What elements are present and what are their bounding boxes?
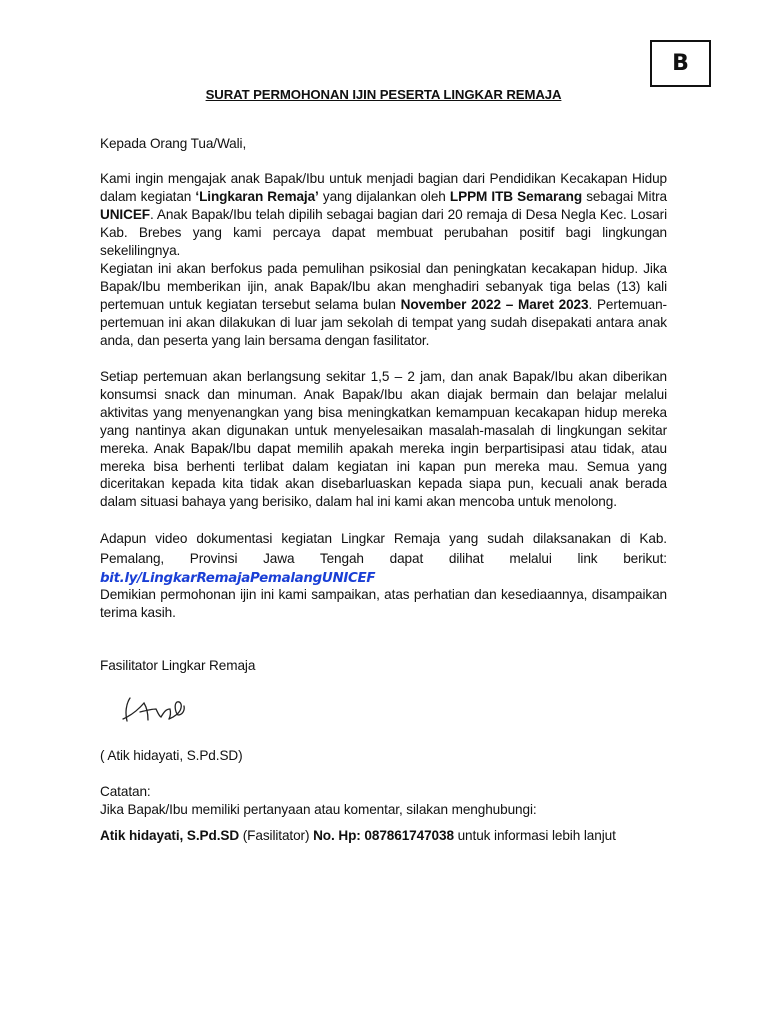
closing-role: Fasilitator Lingkar Remaja [100, 658, 256, 673]
form-code-box: B [650, 40, 711, 87]
letter-title: SURAT PERMOHONAN IJIN PESERTA LINGKAR REMAJA [205, 87, 562, 102]
paragraph-video-documentation [100, 529, 667, 589]
paragraph-invitation [100, 170, 667, 260]
p1-text-3: sebagai Mitra [582, 188, 668, 204]
contact-name: Atik hidayati, S.Pd.SD [100, 828, 240, 843]
contact-phone: No. Hp: 087861747038 [313, 828, 454, 843]
partner-name: UNICEF [100, 206, 150, 222]
note-heading: Catatan: [100, 784, 151, 799]
paragraph-meeting-details: Setiap pertemuan akan berlangsung sekitar 1,5 – 2 jam, dan anak Bapak/Ibu akan diberikan konsumsi snack dan minuman. Anak Bapak/Ibu akan diajak bermain dan belajar melalui aktivitas yang menyenangkan yang bisa meningkatkan kemampuan kecakapan hidup mereka yang nantinya akan digunakan untuk menyelesaikan masalah-masalah di lingkungan sekitar mereka. Anak Bapak/Ibu dapat memilih apakah mereka ingin berpartisipasi atau tidak, atau mereka bisa berhenti terlibat dalam kegiatan ini kapan pun mereka mau. Semua yang diceritakan kepada kita tidak akan disebarluaskan kepada siapa pun, kecuali anak berada dalam situasi bahaya yang berisiko, dalam hal ini kami akan mencoba untuk menolong. [100, 369, 667, 510]
paragraph-schedule [100, 260, 667, 350]
signature-image [118, 688, 196, 730]
program-name: ‘Lingkaran Remaja’ [195, 188, 319, 204]
organizer-name: LPPM ITB Semarang [449, 188, 583, 204]
contact-line [100, 827, 667, 845]
contact-tail: untuk informasi lebih lanjut [453, 828, 616, 843]
paragraph-closing-remark: Demikian permohonan ijin ini kami sampaikan, atas perhatian dan kesediaannya, disampaikan terima kasih. [100, 587, 667, 620]
p2-text-2: . Pertemuan-pertemuan ini akan dilakukan di luar jam sekolah di tempat yang sudah disepakati antara anak anda, dan peserta yang lain bersama dengan fasilitator. [100, 296, 667, 348]
p4-text: Adapun video dokumentasi kegiatan Lingkar Remaja yang sudah dilaksanakan di Kab. Pemalang, Provinsi Jawa Tengah dapat dilihat melalui link berikut: [100, 531, 667, 566]
p1-text-1: Kami ingin mengajak anak Bapak/Ibu untuk menjadi bagian dari Pendidikan Kecakapan Hidup dalam kegiatan [100, 171, 667, 204]
schedule-period: November 2022 – Maret 2023 [400, 296, 589, 312]
contact-role: (Fasilitator) [239, 828, 314, 843]
p1-text-4: . Anak Bapak/Ibu telah dipilih sebagai bagian dari 20 remaja di Desa Negla Kec. Losari Kab. Brebes yang kami percaya dapat membuat perubahan positif bagi lingkungan sekelilingnya. [100, 206, 667, 258]
documentation-link[interactable]: bit.ly/LingkarRemajaPemalangUNICEF [100, 571, 376, 586]
p1-text-2: yang dijalankan oleh [318, 188, 450, 204]
greeting: Kepada Orang Tua/Wali, [100, 136, 247, 151]
signer-name: ( Atik hidayati, S.Pd.SD) [100, 748, 243, 763]
note-text: Jika Bapak/Ibu memiliki pertanyaan atau komentar, silakan menghubungi: [100, 802, 537, 817]
p2-text-1: Kegiatan ini akan berfokus pada pemulihan psikosial dan peningkatan kecakapan hidup. Jika Bapak/Ibu memberikan ijin, anak Bapak/Ibu akan menghadiri sebanyak tiga belas (13) kali pertemuan untuk kegiatan tersebut selama bulan [100, 261, 667, 312]
